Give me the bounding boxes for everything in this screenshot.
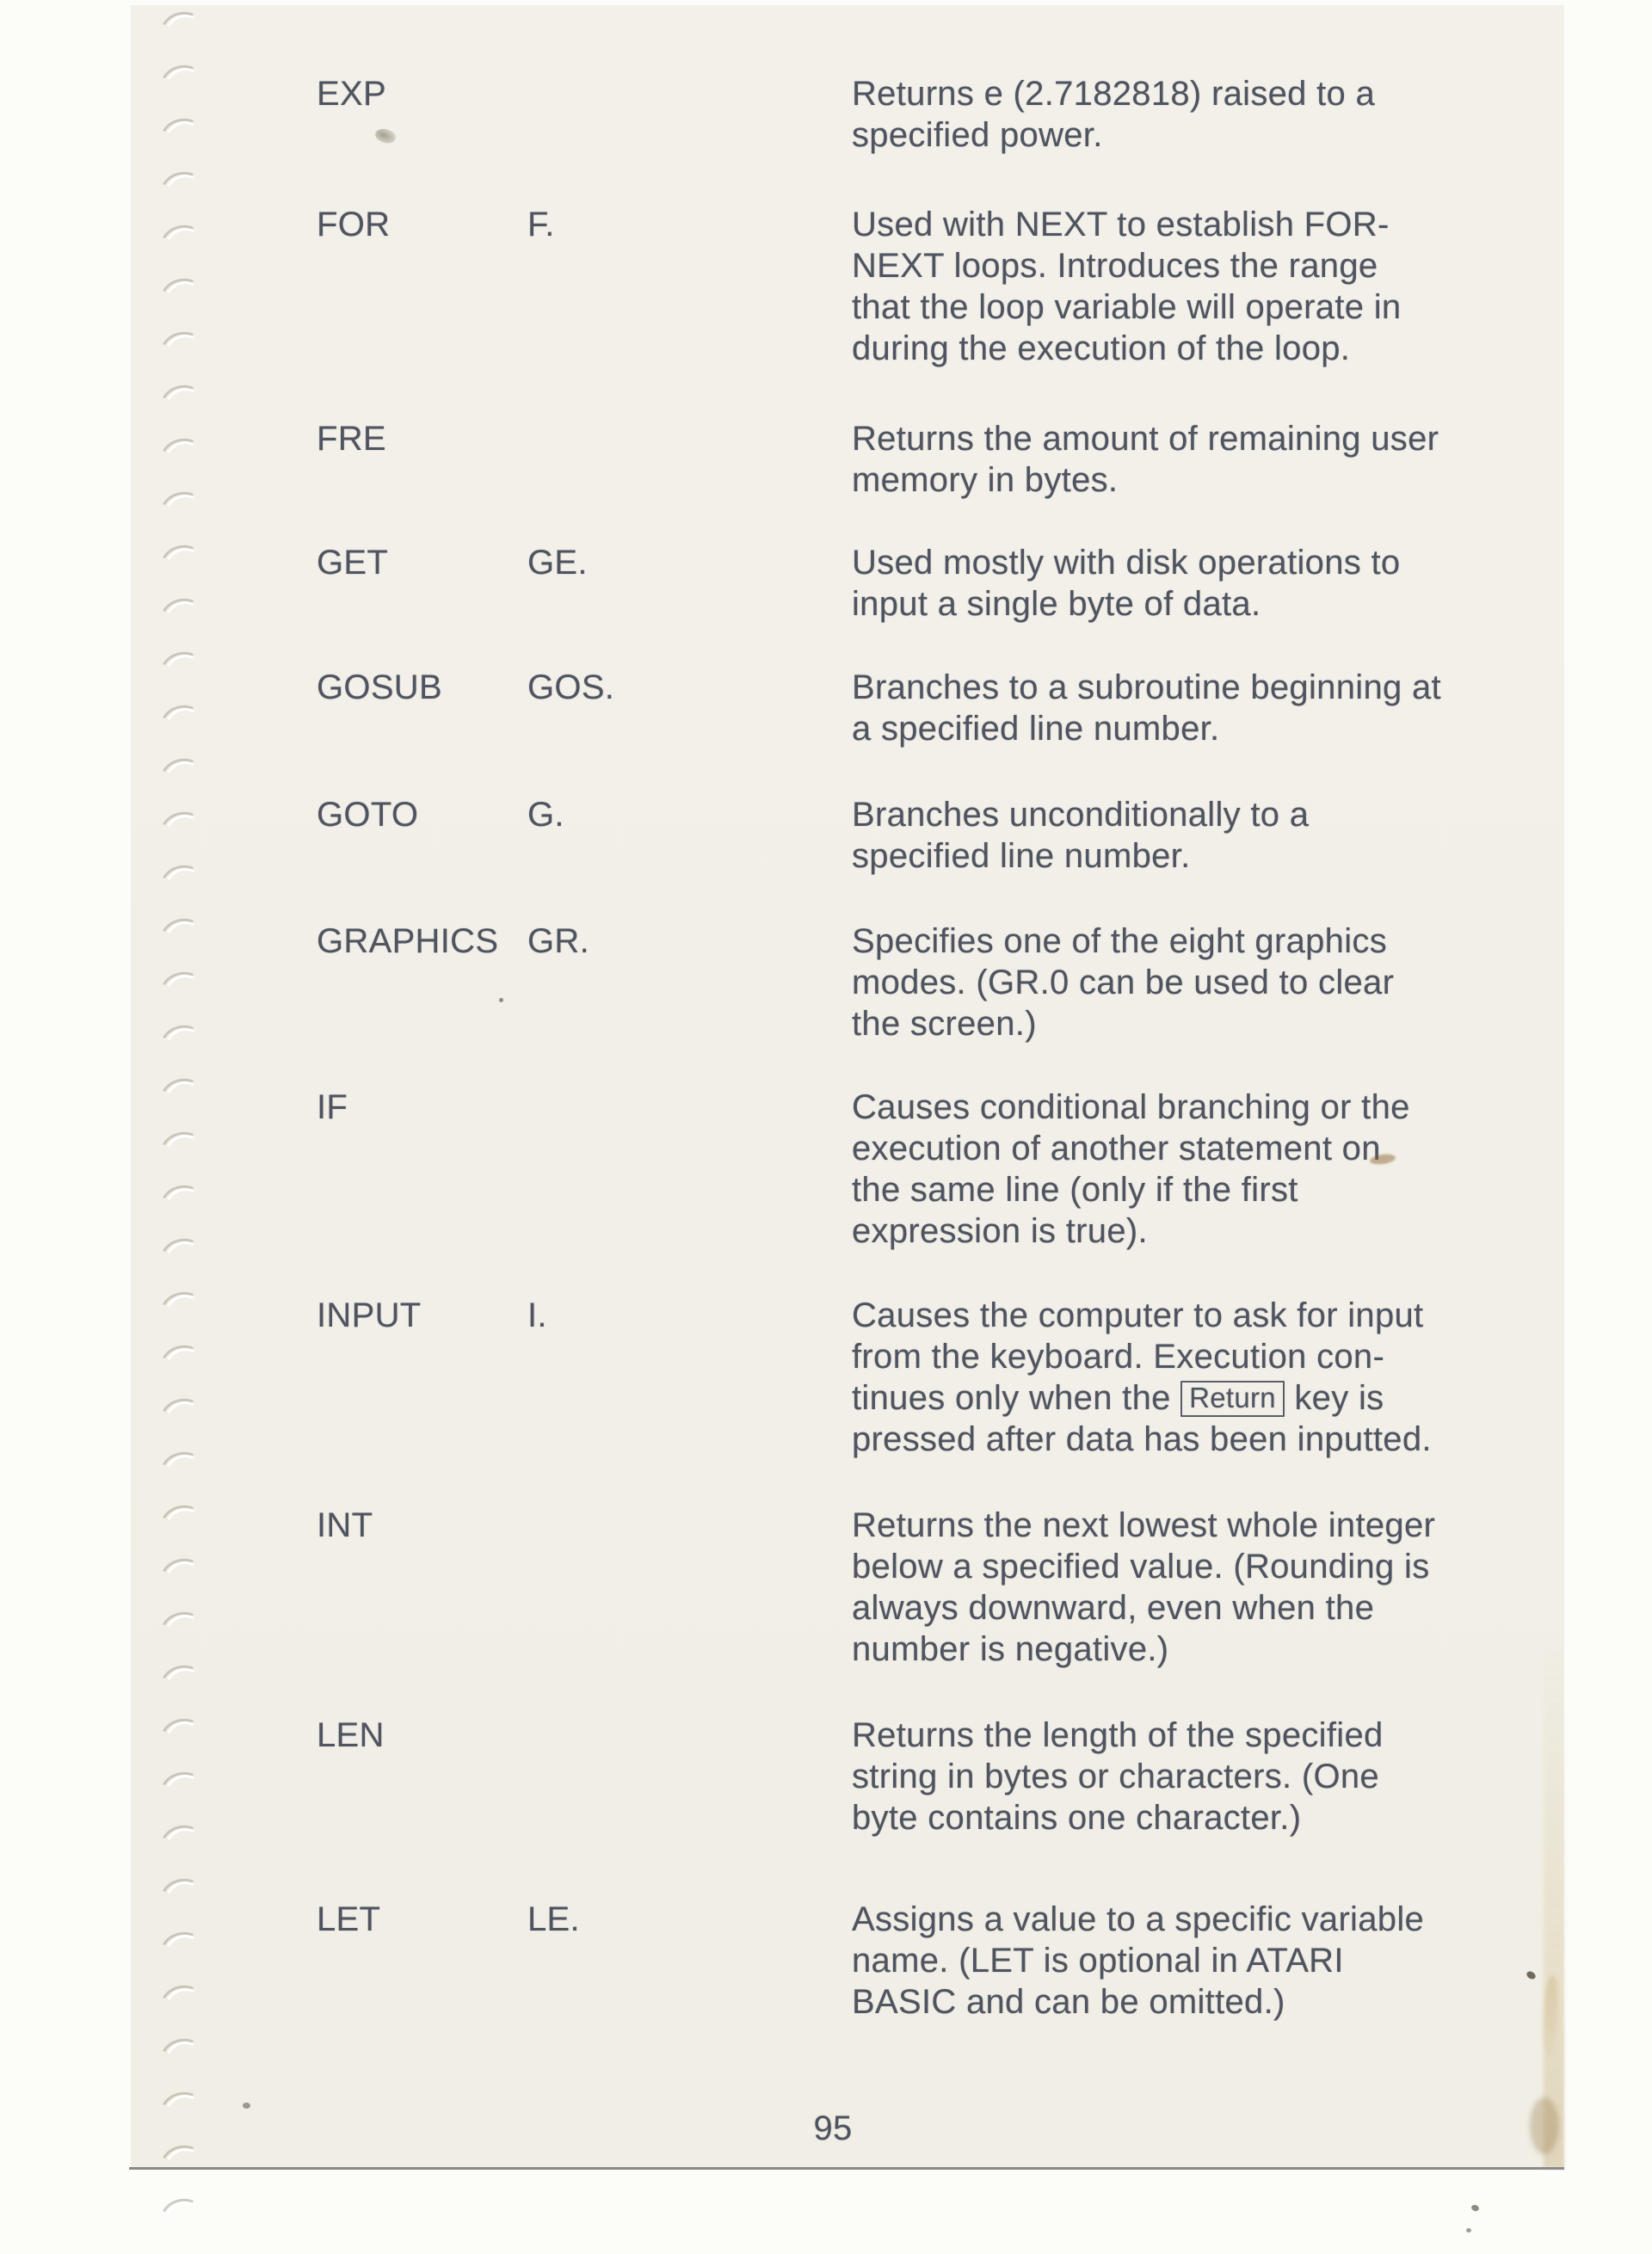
description-line: byte contains one character.) (852, 1799, 1302, 1837)
spiral-ring-mark (155, 2193, 210, 2245)
table-row (317, 1715, 1521, 1838)
description-line: the same line (only if the first (852, 1171, 1298, 1209)
command-abbreviation (527, 73, 852, 156)
command-description (852, 667, 1521, 749)
command-keyword: EXP (317, 75, 386, 113)
description-line: NEXT loops. Introduces the range (852, 247, 1378, 285)
command-keyword: INPUT (317, 1296, 422, 1334)
command-keyword: LET (317, 1900, 381, 1938)
description-line: from the keyboard. Execution con- (852, 1338, 1385, 1376)
page-edge-shading (1544, 1635, 1564, 2168)
description-line: name. (LET is optional in ATARI (852, 1942, 1344, 1980)
command-abbreviation (527, 418, 852, 501)
table-row (317, 667, 1521, 749)
command-description (852, 73, 1521, 156)
command-description (852, 1899, 1521, 2023)
description-line: modes. (GR.0 can be used to clear (852, 964, 1395, 1001)
description-line: Returns e (2.7182818) raised to a (852, 75, 1376, 113)
description-line: always downward, even when the (852, 1589, 1375, 1627)
command-keyword: GET (317, 544, 389, 582)
table-row (317, 204, 1521, 369)
command-keyword: FOR (317, 206, 391, 243)
description-line: Used with NEXT to establish FOR- (852, 206, 1390, 243)
description-line: during the execution of the loop. (852, 329, 1351, 367)
description-line: execution of another statement on (852, 1130, 1381, 1167)
table-row (317, 1295, 1521, 1460)
return-key-label: Return (1180, 1381, 1285, 1417)
command-abbreviation: G. (527, 796, 564, 834)
page-number: 95 (813, 2109, 853, 2147)
dust-speck (1466, 2228, 1471, 2232)
description-line: Branches unconditionally to a (852, 796, 1310, 834)
dust-speck (499, 998, 503, 1002)
command-abbreviation: GR. (527, 922, 590, 960)
description-line: string in bytes or characters. (One (852, 1758, 1379, 1795)
command-description (852, 1295, 1521, 1460)
description-line: pressed after data has been inputted. (852, 1420, 1432, 1458)
command-abbreviation (527, 1505, 852, 1670)
command-abbreviation: I. (527, 1296, 547, 1334)
table-row (317, 1505, 1521, 1670)
command-abbreviation: GOS. (527, 668, 615, 706)
description-line: Causes the computer to ask for input (852, 1296, 1424, 1334)
command-keyword: FRE (317, 420, 386, 458)
command-description (852, 921, 1521, 1044)
command-abbreviation: GE. (527, 544, 588, 582)
description-line: specified line number. (852, 837, 1191, 875)
page-bottom-edge-line (129, 2167, 1564, 2170)
description-line: memory in bytes. (852, 461, 1119, 499)
command-abbreviation (527, 1715, 852, 1838)
description-line: that the loop variable will operate in (852, 288, 1402, 326)
command-keyword: LEN (317, 1716, 385, 1754)
table-row (317, 1087, 1521, 1252)
command-abbreviation: F. (527, 206, 555, 243)
command-keyword: GOTO (317, 796, 419, 834)
description-line: a specified line number. (852, 710, 1220, 748)
description-line: specified power. (852, 116, 1103, 154)
command-abbreviation: LE. (527, 1900, 580, 1938)
description-line: Branches to a subroutine beginning at (852, 668, 1441, 706)
description-line: Causes conditional branching or the (852, 1088, 1410, 1126)
command-description (852, 1505, 1521, 1670)
description-line: the screen.) (852, 1005, 1037, 1043)
description-line: expression is true). (852, 1212, 1148, 1250)
table-row (317, 73, 1521, 156)
command-description (852, 204, 1521, 369)
command-description (852, 1087, 1521, 1252)
command-description (852, 418, 1521, 501)
command-description (852, 1715, 1521, 1838)
command-description (852, 542, 1521, 625)
description-line: Assigns a value to a specific variable (852, 1900, 1425, 1938)
table-row (317, 418, 1521, 501)
description-line: input a single byte of data. (852, 585, 1261, 623)
description-line: Used mostly with disk operations to (852, 544, 1401, 582)
description-line: Returns the length of the specified (852, 1716, 1384, 1754)
table-row (317, 542, 1521, 625)
description-line: Returns the amount of remaining user (852, 420, 1439, 458)
description-line: BASIC and can be omitted.) (852, 1983, 1285, 2021)
description-line: below a specified value. (Rounding is (852, 1548, 1430, 1586)
command-keyword: GRAPHICS (317, 922, 499, 960)
command-description (852, 794, 1521, 877)
command-keyword: IF (317, 1088, 348, 1126)
description-line: Specifies one of the eight graphics (852, 922, 1388, 960)
command-abbreviation (527, 1087, 852, 1252)
description-line: Returns the next lowest whole integer (852, 1506, 1436, 1544)
description-line: number is negative.) (852, 1630, 1169, 1668)
command-keyword: INT (317, 1506, 373, 1544)
dust-speck (243, 2103, 250, 2109)
table-row (317, 921, 1521, 1044)
table-row (317, 1899, 1521, 2023)
description-line: tinues only when the Return key is (852, 1379, 1384, 1417)
dust-speck (1470, 2204, 1480, 2213)
command-keyword: GOSUB (317, 668, 442, 706)
edge-smudge (1530, 2097, 1559, 2154)
table-row (317, 794, 1521, 877)
